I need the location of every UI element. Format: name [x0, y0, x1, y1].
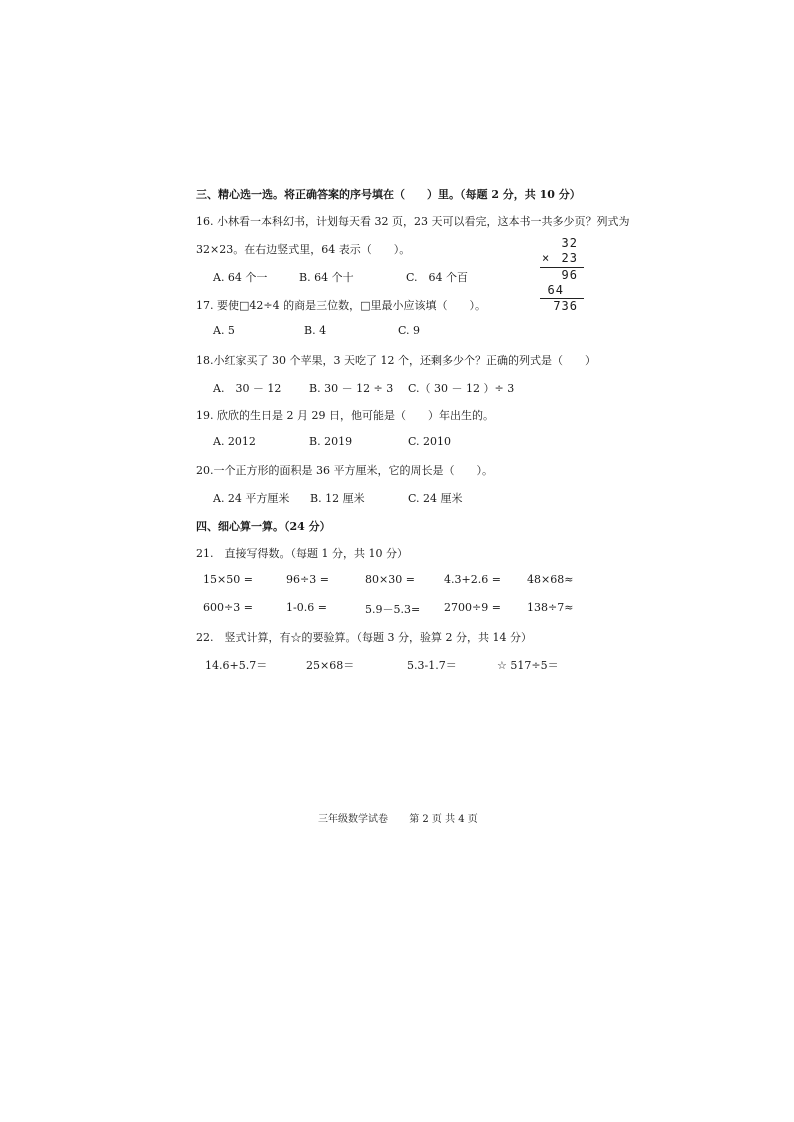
- question-16-line2: 32×23。在右边竖式里，64 表示（ ）。: [196, 243, 411, 256]
- q21-item-9: 2700÷9 =: [444, 601, 501, 614]
- q22-item-3: 5.3-1.7＝: [407, 659, 457, 672]
- question-17: 17. 要使□42÷4 的商是三位数，□里最小应该填（ ）。: [196, 299, 486, 312]
- question-21-title: 21. 直接写得数。（每题 1 分，共 10 分）: [196, 547, 408, 560]
- q17-option-c: C. 9: [398, 324, 421, 337]
- q16-option-b: B. 64 个十: [299, 271, 354, 284]
- section4-title: 四、细心算一算。（24 分）: [196, 520, 331, 533]
- q21-item-10: 138÷7≈: [527, 601, 574, 614]
- partial-product-2: 64: [547, 283, 564, 297]
- page-footer: [318, 810, 496, 825]
- question-20: 20.一个正方形的面积是 36 平方厘米，它的周长是（ ）。: [196, 464, 493, 477]
- q17-option-a: A. 5: [213, 324, 235, 337]
- product-result: 736: [553, 299, 578, 313]
- q21-item-1: 15×50 =: [203, 573, 253, 586]
- q19-option-a: A. 2012: [213, 435, 256, 448]
- question-19: 19. 欣欣的生日是 2 月 29 日，他可能是（ ）年出生的。: [196, 409, 494, 422]
- q21-item-8: 5.9－5.3=: [365, 603, 421, 616]
- q18-option-a: A. 30 － 12: [213, 382, 282, 395]
- q21-item-5: 48×68≈: [527, 573, 574, 586]
- question-18: 18.小红家买了 30 个苹果，3 天吃了 12 个，还剩多少个？正确的列式是（ ）: [196, 354, 596, 367]
- q22-item-2: 25×68＝: [306, 659, 355, 672]
- q21-item-2: 96÷3 =: [286, 573, 329, 586]
- q22-item-4: ☆ 517÷5＝: [497, 659, 559, 672]
- q21-item-4: 4.3+2.6 =: [444, 573, 501, 586]
- partial-product-1: 96: [561, 268, 578, 282]
- q22-item-1: 14.6+5.7＝: [205, 659, 268, 672]
- q18-option-b: B. 30 － 12 ÷ 3: [309, 382, 394, 395]
- q16-option-a: A. 64 个一: [213, 271, 268, 284]
- q20-option-b: B. 12 厘米: [310, 492, 365, 505]
- q21-item-6: 600÷3 =: [203, 601, 253, 614]
- footer-title: 三年级数学试卷: [318, 814, 388, 825]
- multiplicand: 32: [561, 236, 578, 250]
- q17-option-b: B. 4: [304, 324, 327, 337]
- q19-option-b: B. 2019: [309, 435, 353, 448]
- times-operator: ×: [542, 251, 550, 265]
- multiplier: 23: [561, 251, 578, 265]
- q21-item-3: 80×30 =: [365, 573, 415, 586]
- q16-option-c: C. 64 个百: [406, 271, 469, 284]
- q20-option-a: A. 24 平方厘米: [213, 492, 290, 505]
- q21-item-7: 1-0.6 =: [286, 601, 327, 614]
- question-22-title: 22. 竖式计算，有☆的要验算。（每题 3 分，验算 2 分，共 14 分）: [196, 631, 532, 644]
- q20-option-c: C. 24 厘米: [408, 492, 463, 505]
- footer-page-number: 第 2 页 共 4 页: [409, 814, 478, 825]
- question-16-line1: 16. 小林看一本科幻书，计划每天看 32 页，23 天可以看完，这本书一共多少页？列式为: [196, 215, 630, 228]
- section3-title: 三、精心选一选。将正确答案的序号填在（ ）里。（每题 2 分，共 10 分）: [196, 188, 581, 201]
- q18-option-c: C.（ 30 － 12 ）÷ 3: [408, 382, 515, 395]
- q19-option-c: C. 2010: [408, 435, 452, 448]
